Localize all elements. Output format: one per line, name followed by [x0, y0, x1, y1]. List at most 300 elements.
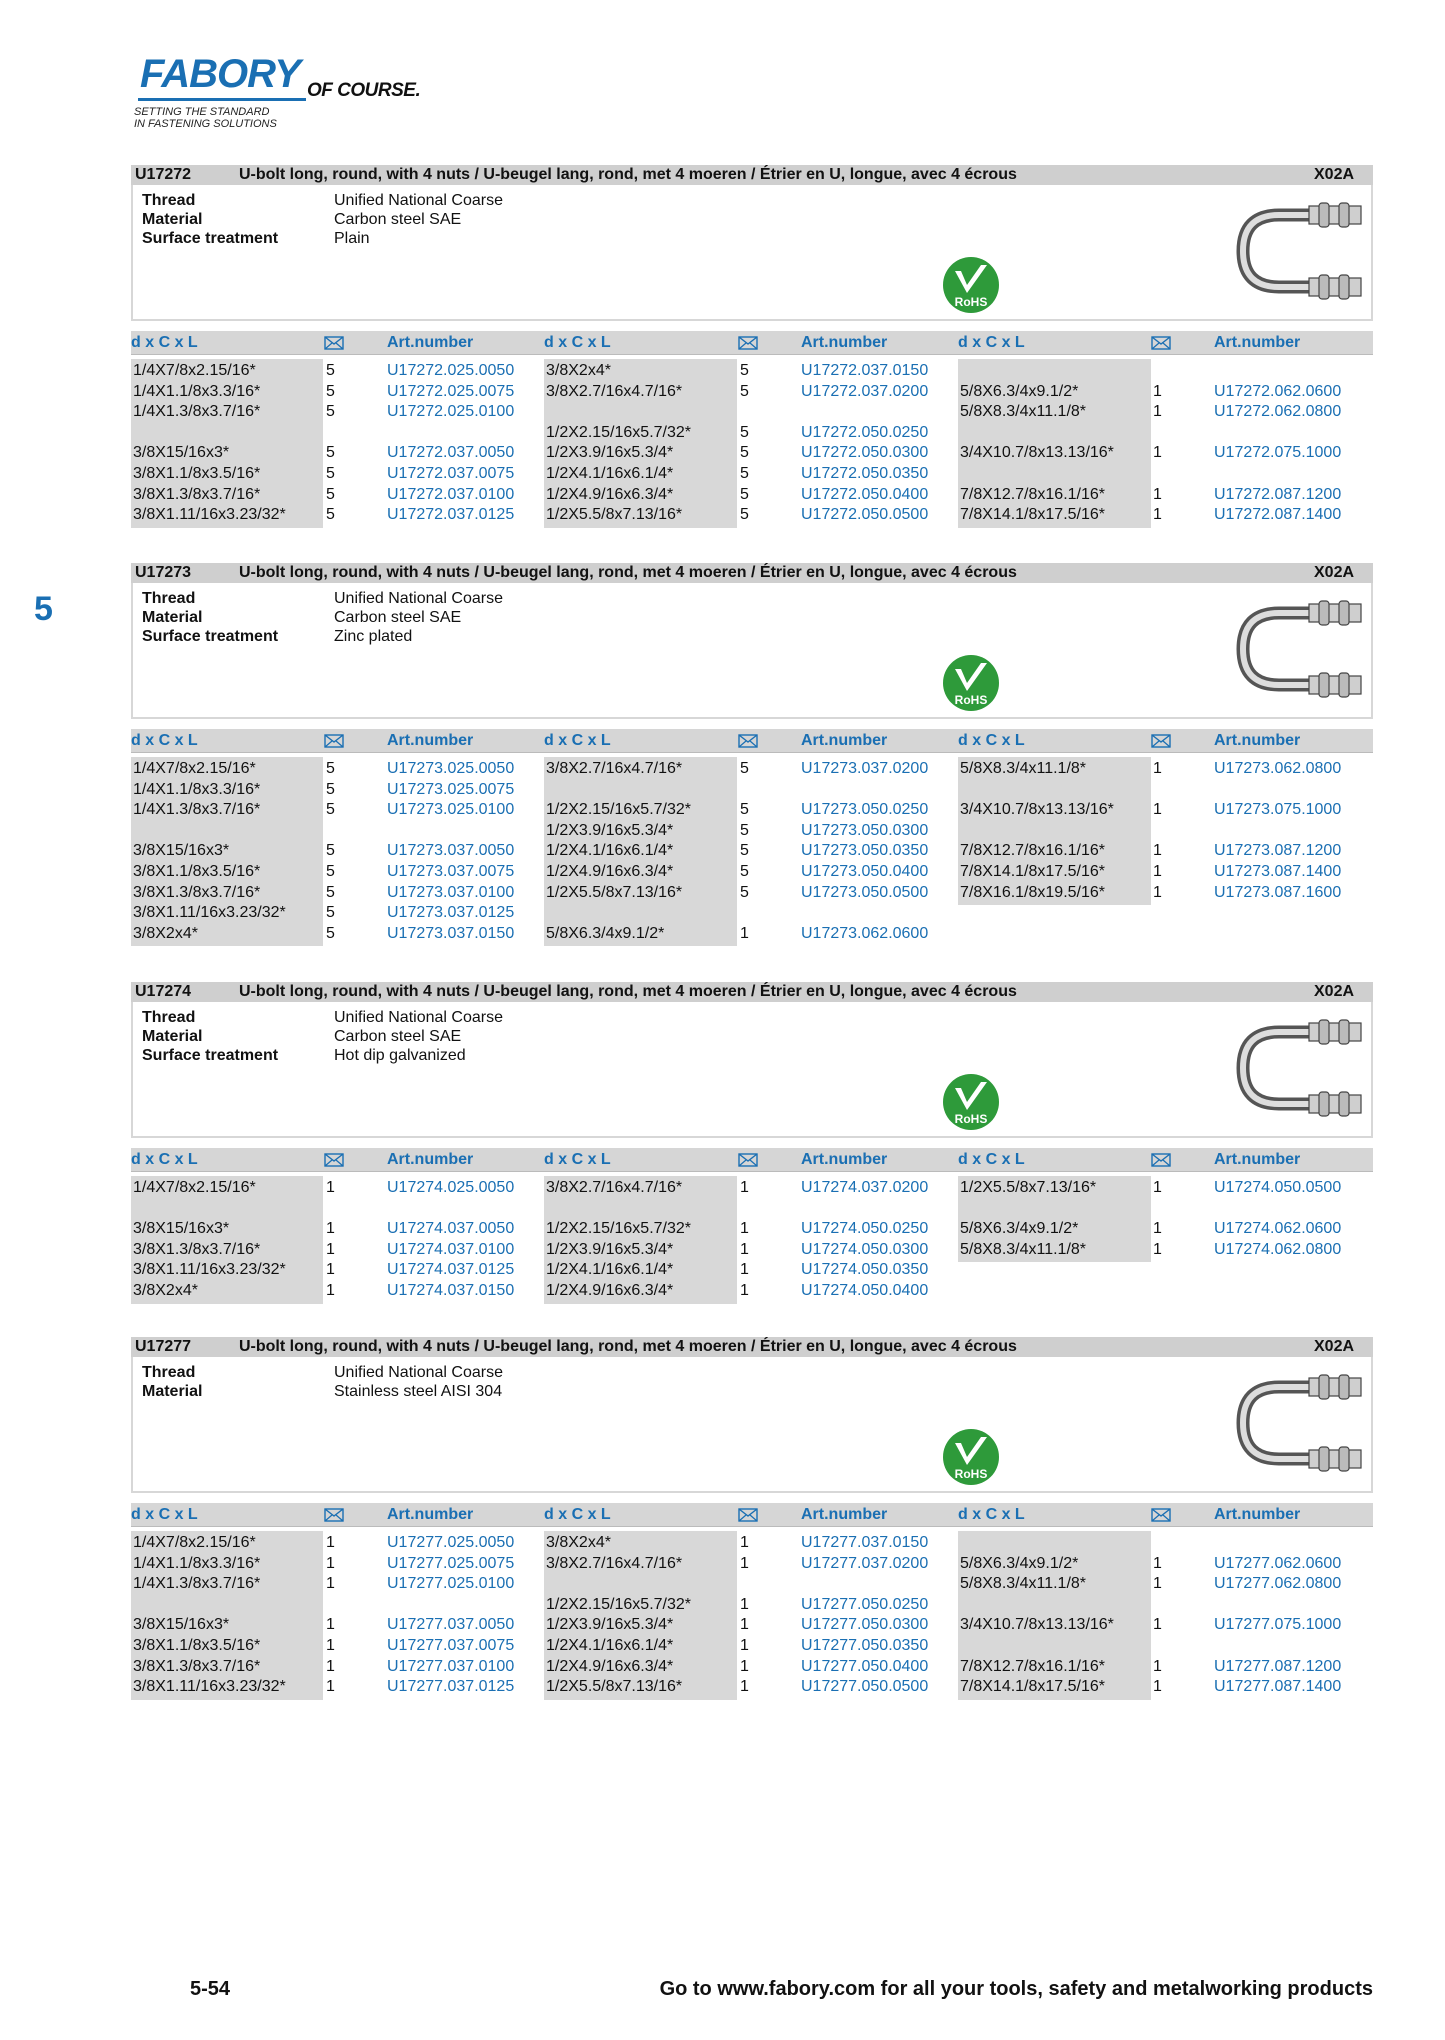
column-header-dim: d x C x L: [131, 1506, 198, 1523]
packaging-icon: [1151, 734, 1171, 748]
dimension-cell: 1/2X3.9/16x5.3/4*: [546, 1240, 674, 1258]
article-number-link[interactable]: U17274.050.0250: [801, 1220, 929, 1238]
dimension-cell: 3/8X2.7/16x4.7/16*: [546, 1179, 683, 1196]
dimension-cell: 3/8X15/16x3*: [133, 842, 230, 860]
quantity-cell: 1: [326, 1575, 335, 1593]
dimension-cell: 3/8X1.3/8x3.7/16*: [133, 883, 261, 901]
dimension-cell: 3/8X15/16x3*: [133, 1220, 230, 1238]
article-number-link[interactable]: U17273.050.0350: [801, 842, 929, 860]
table-header: [131, 1148, 1373, 1172]
brand-name: FABORY: [140, 52, 300, 96]
article-number-link[interactable]: U17272.025.0100: [387, 403, 515, 421]
section-header: [131, 982, 1373, 1002]
column-header-dim: d x C x L: [958, 732, 1025, 749]
article-number-link[interactable]: U17277.037.0050: [387, 1616, 515, 1634]
property-label: Material: [142, 211, 203, 228]
article-number-link[interactable]: U17277.037.0150: [801, 1534, 929, 1551]
quantity-cell: 1: [326, 1534, 335, 1551]
svg-text:RoHS: RoHS: [954, 295, 988, 309]
article-number-link[interactable]: U17272.050.0250: [801, 423, 929, 441]
packaging-icon: [738, 1508, 758, 1522]
dimension-cell: 5/8X6.3/4x9.1/2*: [960, 382, 1079, 400]
dimension-cell: 1/4X1.3/8x3.7/16*: [133, 1575, 261, 1593]
quantity-cell: 1: [326, 1657, 335, 1675]
article-number-link[interactable]: U17274.050.0350: [801, 1261, 929, 1279]
u-bolt-image: [1231, 1010, 1365, 1126]
quantity-cell: 1: [1153, 842, 1162, 860]
article-number-link[interactable]: U17274.062.0800: [1214, 1240, 1342, 1258]
dimension-cell: 5/8X6.3/4x9.1/2*: [960, 1220, 1079, 1238]
quantity-cell: 1: [740, 1220, 749, 1238]
article-number-link[interactable]: U17272.050.0500: [801, 506, 929, 524]
quantity-cell: 5: [326, 780, 335, 798]
column-header-dim: d x C x L: [131, 732, 198, 749]
dimension-cell: 1/4X1.1/8x3.3/16*: [133, 382, 261, 400]
dimension-cell: 3/8X1.3/8x3.7/16*: [133, 485, 261, 503]
quantity-cell: 1: [326, 1220, 335, 1238]
quantity-cell: 5: [740, 465, 749, 482]
article-number-link[interactable]: U17272.037.0150: [801, 362, 929, 379]
dimension-cell: 3/8X1.11/16x3.23/32*: [133, 1678, 286, 1696]
article-number-link[interactable]: U17277.025.0075: [387, 1554, 515, 1572]
article-number-link[interactable]: U17273.037.0125: [387, 904, 515, 922]
article-number-link[interactable]: U17272.062.0800: [1214, 403, 1342, 421]
column-header-art: Art.number: [387, 732, 474, 749]
article-number-link[interactable]: U17274.037.0125: [387, 1261, 515, 1279]
dimension-cell: 3/8X2x4*: [133, 924, 198, 942]
quantity-cell: 5: [326, 403, 335, 421]
section-header: [131, 165, 1373, 185]
article-number-link[interactable]: U17273.037.0200: [801, 760, 929, 777]
quantity-cell: 1: [326, 1261, 335, 1279]
dimension-cell: 3/8X15/16x3*: [133, 444, 230, 462]
quantity-cell: 5: [740, 760, 749, 777]
quantity-cell: 1: [326, 1637, 335, 1654]
property-value: Carbon steel SAE: [334, 609, 462, 626]
quantity-cell: 1: [1153, 1240, 1162, 1258]
article-number-link[interactable]: U17273.025.0100: [387, 801, 515, 819]
properties-box: [131, 583, 1373, 719]
article-number-link[interactable]: U17273.087.1400: [1214, 863, 1342, 880]
article-number-link[interactable]: U17277.037.0200: [801, 1554, 929, 1572]
dimension-cell: 7/8X14.1/8x17.5/16*: [960, 506, 1106, 524]
property-label: Surface treatment: [142, 230, 279, 247]
property-row: [142, 1027, 461, 1046]
article-number-link[interactable]: U17277.050.0400: [801, 1657, 929, 1675]
article-number-link[interactable]: U17277.050.0350: [801, 1637, 929, 1654]
quantity-cell: 5: [326, 842, 335, 860]
dimension-cell: 3/8X2x4*: [133, 1282, 198, 1299]
article-number-link[interactable]: U17272.050.0350: [801, 465, 929, 482]
product-section: [131, 563, 1373, 942]
dimension-cell: 1/2X4.9/16x6.3/4*: [546, 863, 674, 880]
article-number-link[interactable]: U17273.037.0150: [387, 924, 515, 942]
quantity-cell: 1: [1153, 1616, 1162, 1634]
column-header-art: Art.number: [801, 1506, 888, 1523]
article-number-link[interactable]: U17272.037.0075: [387, 465, 515, 482]
property-row: [142, 1363, 503, 1382]
quantity-cell: 5: [326, 924, 335, 942]
dimension-cell: 1/2X2.15/16x5.7/32*: [546, 423, 692, 441]
packaging-icon: [324, 1508, 344, 1522]
dimension-cell: 1/2X4.1/16x6.1/4*: [546, 842, 674, 860]
article-number-link[interactable]: U17277.025.0050: [387, 1534, 515, 1551]
dimension-cell: 5/8X6.3/4x9.1/2*: [960, 1554, 1079, 1572]
product-section: [131, 1337, 1373, 1696]
article-number-link[interactable]: U17273.050.0300: [801, 821, 929, 839]
quantity-cell: 5: [326, 444, 335, 462]
u-bolt-image: [1231, 1365, 1365, 1481]
article-number-link[interactable]: U17272.062.0600: [1214, 382, 1342, 400]
dimension-cell: 3/8X2x4*: [546, 362, 611, 379]
quantity-cell: 1: [740, 1637, 749, 1654]
article-number-link[interactable]: U17277.037.0075: [387, 1637, 515, 1654]
article-number-link[interactable]: U17274.037.0150: [387, 1282, 515, 1299]
table-header: [131, 1503, 1373, 1527]
property-row: [142, 210, 461, 229]
article-number-link[interactable]: U17272.025.0075: [387, 382, 515, 400]
u-bolt-image: [1231, 193, 1365, 309]
quantity-cell: 5: [326, 506, 335, 524]
quantity-cell: 1: [1153, 801, 1162, 819]
dimension-cell: 7/8X12.7/8x16.1/16*: [960, 842, 1106, 860]
rohs-icon: [941, 1427, 1001, 1487]
article-number-link[interactable]: U17273.087.1600: [1214, 883, 1342, 901]
dimension-cell: 5/8X8.3/4x11.1/8*: [960, 1575, 1087, 1593]
property-row: [142, 627, 412, 646]
product-code: U17274: [135, 983, 192, 1000]
article-number-link[interactable]: U17274.037.0100: [387, 1240, 515, 1258]
property-label: Material: [142, 1383, 203, 1400]
quantity-cell: 1: [1153, 1179, 1162, 1196]
property-value: Unified National Coarse: [334, 1364, 503, 1381]
dimension-cell: 1/4X1.1/8x3.3/16*: [133, 780, 261, 798]
dimension-cell: 1/4X7/8x2.15/16*: [133, 362, 256, 379]
dimension-cell: 5/8X8.3/4x11.1/8*: [960, 1240, 1087, 1258]
dimension-cell: 1/2X4.1/16x6.1/4*: [546, 1261, 674, 1279]
quantity-cell: 1: [1153, 444, 1162, 462]
quantity-cell: 1: [740, 1657, 749, 1675]
quantity-cell: 1: [740, 1261, 749, 1279]
quantity-cell: 1: [1153, 1678, 1162, 1696]
dimension-cell: 1/2X4.1/16x6.1/4*: [546, 465, 674, 482]
quantity-cell: 1: [740, 1282, 749, 1299]
dimension-cell: 3/8X1.11/16x3.23/32*: [133, 1261, 286, 1279]
quantity-cell: 1: [326, 1240, 335, 1258]
property-row: [142, 229, 370, 248]
dimension-cell: 1/2X5.5/8x7.13/16*: [546, 1678, 683, 1696]
article-number-link[interactable]: U17277.087.1200: [1214, 1657, 1342, 1675]
quantity-cell: 1: [740, 1616, 749, 1634]
quantity-cell: 1: [326, 1678, 335, 1696]
article-number-link[interactable]: U17272.087.1200: [1214, 485, 1342, 503]
article-number-link[interactable]: U17274.062.0600: [1214, 1220, 1342, 1238]
dimension-cell: 1/4X1.3/8x3.7/16*: [133, 403, 261, 421]
quantity-cell: 5: [740, 382, 749, 400]
property-label: Thread: [142, 1009, 196, 1026]
article-number-link[interactable]: U17273.037.0075: [387, 863, 515, 880]
properties-box: [131, 185, 1373, 321]
dimension-cell: 3/8X15/16x3*: [133, 1616, 230, 1634]
column-header-art: Art.number: [801, 1151, 888, 1168]
dimension-cell: 1/4X7/8x2.15/16*: [133, 760, 256, 777]
dimension-cell: 7/8X16.1/8x19.5/16*: [960, 883, 1106, 901]
quantity-cell: 1: [326, 1179, 335, 1196]
quantity-cell: 1: [1153, 760, 1162, 777]
dimension-cell: 7/8X12.7/8x16.1/16*: [960, 485, 1106, 503]
product-title: U-bolt long, round, with 4 nuts / U-beugel lang, rond, met 4 moeren / Étrier en U, longue, avec 4 écrous: [239, 1338, 1017, 1355]
article-number-link[interactable]: U17277.037.0125: [387, 1678, 515, 1696]
quantity-cell: 5: [740, 362, 749, 379]
article-number-link[interactable]: U17274.025.0050: [387, 1179, 515, 1196]
packaging-icon: [738, 1153, 758, 1167]
article-number-link[interactable]: U17277.087.1400: [1214, 1678, 1342, 1696]
dimension-cell: 3/8X1.11/16x3.23/32*: [133, 904, 286, 922]
properties-box: [131, 1357, 1373, 1493]
article-number-link[interactable]: U17272.037.0125: [387, 506, 515, 524]
property-value: Unified National Coarse: [334, 590, 503, 607]
quantity-cell: 5: [326, 362, 335, 379]
group-code: X02A: [1314, 564, 1355, 581]
quantity-cell: 1: [740, 1179, 749, 1196]
quantity-cell: 5: [740, 801, 749, 819]
dimension-cell: 3/8X1.11/16x3.23/32*: [133, 506, 286, 524]
dimension-cell: 1/2X3.9/16x5.3/4*: [546, 444, 674, 462]
article-number-link[interactable]: U17277.075.1000: [1214, 1616, 1342, 1634]
property-row: [142, 191, 503, 210]
product-code: U17273: [135, 564, 192, 581]
article-number-link[interactable]: U17273.075.1000: [1214, 801, 1342, 819]
quantity-cell: 1: [1153, 863, 1162, 880]
dimension-cell: 1/2X2.15/16x5.7/32*: [546, 1220, 692, 1238]
dimension-cell: 5/8X6.3/4x9.1/2*: [546, 924, 665, 942]
packaging-icon: [1151, 336, 1171, 350]
table-header: [131, 331, 1373, 355]
article-number-link[interactable]: U17273.050.0250: [801, 801, 929, 819]
table-header: [131, 729, 1373, 753]
svg-text:RoHS: RoHS: [954, 693, 988, 707]
property-row: [142, 608, 461, 627]
chapter-number: 5: [34, 590, 53, 628]
quantity-cell: 1: [740, 1678, 749, 1696]
quantity-cell: 1: [326, 1554, 335, 1572]
dimension-cell: 1/2X2.15/16x5.7/32*: [546, 1595, 692, 1613]
quantity-cell: 1: [740, 924, 749, 942]
quantity-cell: 1: [1153, 883, 1162, 901]
quantity-cell: 5: [740, 423, 749, 441]
property-label: Surface treatment: [142, 1047, 279, 1064]
packaging-icon: [324, 1153, 344, 1167]
property-value: Hot dip galvanized: [334, 1047, 466, 1064]
article-number-link[interactable]: U17274.037.0050: [387, 1220, 515, 1238]
dimension-cell: 1/4X1.3/8x3.7/16*: [133, 801, 261, 819]
dimension-cell: 3/8X1.3/8x3.7/16*: [133, 1657, 261, 1675]
product-code: U17277: [135, 1338, 192, 1355]
properties-box: [131, 1002, 1373, 1138]
column-header-art: Art.number: [801, 732, 888, 749]
article-number-link[interactable]: U17273.037.0100: [387, 883, 515, 901]
property-label: Thread: [142, 1364, 196, 1381]
article-number-link[interactable]: U17277.062.0800: [1214, 1575, 1342, 1593]
quantity-cell: 5: [326, 485, 335, 503]
dimension-cell: 5/8X8.3/4x11.1/8*: [960, 760, 1087, 777]
packaging-icon: [1151, 1508, 1171, 1522]
column-header-art: Art.number: [387, 1506, 474, 1523]
quantity-cell: 5: [326, 465, 335, 482]
dimension-cell: 3/8X1.1/8x3.5/16*: [133, 465, 261, 482]
quantity-cell: 5: [740, 506, 749, 524]
svg-text:RoHS: RoHS: [954, 1112, 988, 1126]
product-title: U-bolt long, round, with 4 nuts / U-beugel lang, rond, met 4 moeren / Étrier en U, longue, avec 4 écrous: [239, 983, 1017, 1000]
article-number-link[interactable]: U17273.025.0050: [387, 760, 515, 777]
dimension-cell: 3/8X1.3/8x3.7/16*: [133, 1240, 261, 1258]
rohs-icon: [941, 653, 1001, 713]
fabory-logo: [134, 52, 434, 132]
quantity-cell: 5: [740, 883, 749, 901]
quantity-cell: 1: [1153, 485, 1162, 503]
column-header-dim: d x C x L: [544, 732, 611, 749]
column-header-dim: d x C x L: [544, 334, 611, 351]
footer-link[interactable]: Go to www.fabory.com for all your tools, safety and metalworking products: [659, 1978, 1373, 2000]
quantity-cell: 5: [326, 801, 335, 819]
quantity-cell: 1: [1153, 1657, 1162, 1675]
dimension-cell: 3/8X2.7/16x4.7/16*: [546, 382, 683, 400]
dimension-cell: 3/8X2.7/16x4.7/16*: [546, 1554, 683, 1572]
column-header-dim: d x C x L: [958, 1151, 1025, 1168]
tagline-line-2: IN FASTENING SOLUTIONS: [134, 118, 277, 130]
rohs-icon: [941, 1072, 1001, 1132]
quantity-cell: 5: [326, 904, 335, 922]
dimension-cell: 1/4X1.1/8x3.3/16*: [133, 1554, 261, 1572]
article-number-link[interactable]: U17273.025.0075: [387, 780, 515, 798]
quantity-cell: 5: [740, 485, 749, 503]
packaging-icon: [1151, 1153, 1171, 1167]
column-header-dim: d x C x L: [544, 1506, 611, 1523]
article-number-link[interactable]: U17273.087.1200: [1214, 842, 1342, 860]
article-number-link[interactable]: U17277.062.0600: [1214, 1554, 1342, 1572]
packaging-icon: [324, 336, 344, 350]
article-number-link[interactable]: U17273.037.0050: [387, 842, 515, 860]
dimension-cell: 5/8X8.3/4x11.1/8*: [960, 403, 1087, 421]
dimension-cell: 1/2X4.9/16x6.3/4*: [546, 1657, 674, 1675]
page-number: 5-54: [190, 1978, 231, 2000]
dimension-cell: 1/2X5.5/8x7.13/16*: [960, 1179, 1097, 1196]
dimension-cell: 7/8X12.7/8x16.1/16*: [960, 1657, 1106, 1675]
property-label: Surface treatment: [142, 628, 279, 645]
article-number-link[interactable]: U17274.050.0500: [1214, 1179, 1342, 1196]
property-value: Zinc plated: [334, 628, 413, 645]
property-row: [142, 1046, 466, 1065]
quantity-cell: 1: [1153, 403, 1162, 421]
quantity-cell: 5: [740, 444, 749, 462]
quantity-cell: 1: [740, 1554, 749, 1572]
property-value: Carbon steel SAE: [334, 211, 462, 228]
column-header-dim: d x C x L: [958, 1506, 1025, 1523]
dimension-cell: 3/8X2x4*: [546, 1534, 611, 1551]
article-number-link[interactable]: U17273.050.0500: [801, 883, 929, 901]
article-number-link[interactable]: U17274.050.0300: [801, 1240, 929, 1258]
quantity-cell: 5: [326, 382, 335, 400]
article-number-link[interactable]: U17277.037.0100: [387, 1657, 515, 1675]
column-header-dim: d x C x L: [131, 1151, 198, 1168]
property-label: Thread: [142, 192, 196, 209]
quantity-cell: 1: [740, 1534, 749, 1551]
column-header-art: Art.number: [1214, 1506, 1301, 1523]
article-number-link[interactable]: U17274.037.0200: [801, 1179, 929, 1196]
quantity-cell: 1: [1153, 382, 1162, 400]
property-row: [142, 589, 503, 608]
packaging-icon: [738, 734, 758, 748]
article-number-link[interactable]: U17277.050.0250: [801, 1595, 929, 1613]
article-number-link[interactable]: U17273.062.0800: [1214, 760, 1342, 777]
article-number-link[interactable]: U17272.037.0100: [387, 485, 515, 503]
logo-underline: [138, 98, 306, 101]
dimension-cell: 3/4X10.7/8x13.13/16*: [960, 801, 1114, 819]
dimension-cell: 1/2X4.9/16x6.3/4*: [546, 1282, 674, 1299]
property-row: [142, 1008, 503, 1027]
article-number-link[interactable]: U17273.062.0600: [801, 924, 929, 942]
dimension-cell: 7/8X14.1/8x17.5/16*: [960, 863, 1106, 880]
article-number-link[interactable]: U17272.050.0400: [801, 485, 929, 503]
quantity-cell: 5: [740, 821, 749, 839]
property-value: Carbon steel SAE: [334, 1028, 462, 1045]
property-label: Material: [142, 609, 203, 626]
column-header-dim: d x C x L: [544, 1151, 611, 1168]
dimension-cell: 1/2X2.15/16x5.7/32*: [546, 801, 692, 819]
property-label: Thread: [142, 590, 196, 607]
article-number-link[interactable]: U17272.050.0300: [801, 444, 929, 462]
column-header-art: Art.number: [387, 1151, 474, 1168]
product-section: [131, 982, 1373, 1299]
quantity-cell: 1: [1153, 1575, 1162, 1593]
article-number-link[interactable]: U17272.037.0050: [387, 444, 515, 462]
property-value: Plain: [334, 230, 370, 247]
article-number-link[interactable]: U17277.025.0100: [387, 1575, 515, 1593]
quantity-cell: 5: [326, 883, 335, 901]
property-value: Unified National Coarse: [334, 1009, 503, 1026]
column-header-art: Art.number: [1214, 1151, 1301, 1168]
article-number-link[interactable]: U17274.050.0400: [801, 1282, 929, 1299]
tagline-line-1: SETTING THE STANDARD: [134, 106, 270, 118]
article-number-link[interactable]: U17277.050.0300: [801, 1616, 929, 1634]
dimension-cell: 1/4X7/8x2.15/16*: [133, 1534, 256, 1551]
dimension-cell: 3/4X10.7/8x13.13/16*: [960, 1616, 1114, 1634]
dimension-cell: 3/4X10.7/8x13.13/16*: [960, 444, 1114, 462]
section-header: [131, 563, 1373, 583]
article-number-link[interactable]: U17277.050.0500: [801, 1678, 929, 1696]
brand-tagline: [134, 106, 277, 130]
article-number-link[interactable]: U17273.050.0400: [801, 863, 929, 880]
quantity-cell: 1: [326, 1282, 335, 1299]
quantity-cell: 1: [1153, 506, 1162, 524]
brand-suffix: OF COURSE.: [307, 80, 421, 101]
property-label: Material: [142, 1028, 203, 1045]
column-header-dim: d x C x L: [958, 334, 1025, 351]
article-number-link[interactable]: U17272.087.1400: [1214, 506, 1342, 524]
article-number-link[interactable]: U17272.037.0200: [801, 382, 929, 400]
quantity-cell: 1: [1153, 1554, 1162, 1572]
article-number-link[interactable]: U17272.025.0050: [387, 362, 515, 379]
article-number-link[interactable]: U17272.075.1000: [1214, 444, 1342, 462]
quantity-cell: 1: [1153, 1220, 1162, 1238]
dimension-cell: 3/8X1.1/8x3.5/16*: [133, 1637, 261, 1654]
product-section: [131, 165, 1373, 524]
quantity-cell: 1: [326, 1616, 335, 1634]
quantity-cell: 1: [740, 1595, 749, 1613]
product-code: U17272: [135, 166, 192, 183]
dimension-cell: 1/2X4.1/16x6.1/4*: [546, 1637, 674, 1654]
property-row: [142, 1382, 502, 1401]
